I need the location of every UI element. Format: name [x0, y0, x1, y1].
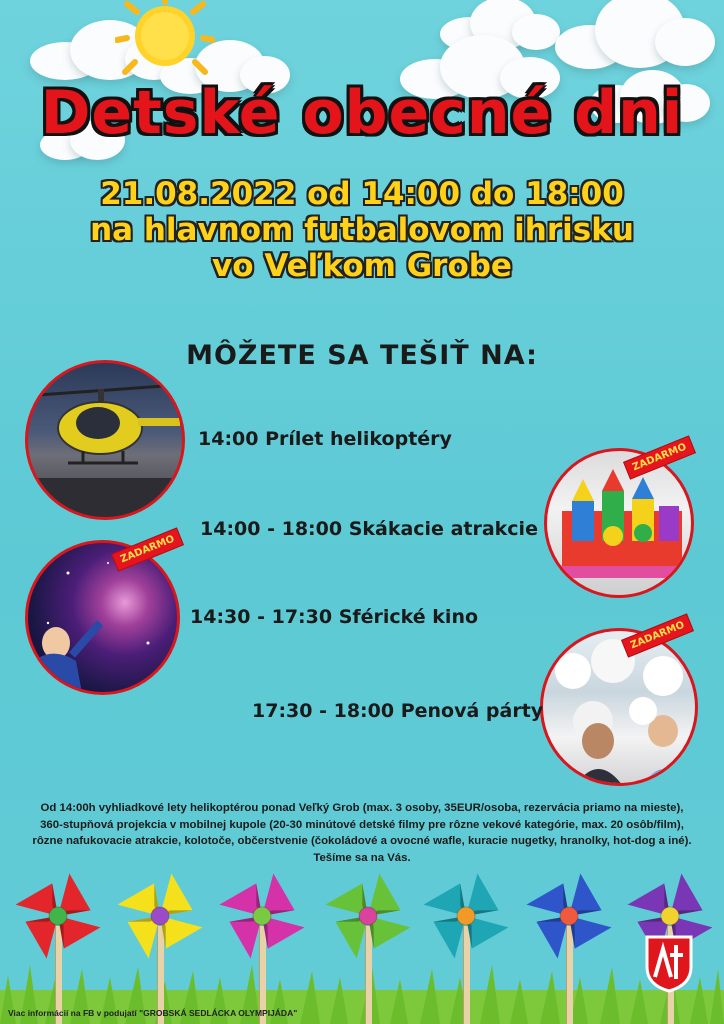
red-pinwheel-icon [10, 868, 106, 964]
info-line: Od 14:00h vyhliadkové lety helikoptérou ponad Veľký Grob (max. 3 osoby, 35EUR/osoba, rezervácia priamo na mieste), [40, 802, 684, 814]
event-venue: na hlavnom futbalovom ihrisku [90, 212, 634, 248]
schedule-item-foam-party: 17:30 - 18:00 Penová párty [252, 700, 544, 722]
foam-party-photo [540, 628, 698, 786]
free-badge: ZADARMO [111, 527, 184, 571]
free-badge: ZADARMO [621, 613, 694, 657]
info-line: 360-stupňová projekcia v mobilnej kupole (20-30 minútové detské filmy pre rôzne vekové kategórie, max. 20 osôb/film), [40, 818, 684, 831]
teal-pinwheel-icon [418, 868, 514, 964]
coat-of-arms-icon [645, 935, 693, 993]
yellow-pinwheel-icon [112, 868, 208, 964]
schedule-item-cinema: 14:30 - 17:30 Sférické kino [190, 606, 479, 628]
event-location: vo Veľkom Grobe [212, 248, 512, 284]
blue-pinwheel-icon [521, 868, 617, 964]
schedule-item-bouncy-castles: 14:00 - 18:00 Skákacie atrakcie [200, 518, 538, 540]
green-pinwheel-icon [320, 868, 416, 964]
magenta-pinwheel-icon [214, 868, 310, 964]
section-heading: MÔŽETE SA TEŠIŤ NA: [186, 340, 538, 371]
footer-note: Viac informácií na FB v podujatí "GROBSKÁ SEDLÁCKA OLYMPIJÁDA" [8, 1008, 298, 1018]
info-line: Tešíme sa na Vás. [313, 851, 411, 864]
event-date: 21.08.2022 od 14:00 do 18:00 [100, 176, 624, 212]
event-info [10, 800, 714, 866]
cloud [555, 0, 715, 80]
helicopter-photo [25, 360, 185, 520]
spherical-cinema-photo [25, 540, 180, 695]
schedule-item-helicopter: 14:00 Prílet helikoptéry [198, 428, 452, 450]
free-badge: ZADARMO [623, 435, 696, 479]
info-line: rôzne nafukovacie atrakcie, kolotoče, občerstvenie (čokoládové a ovocné wafle, kuracie nugetky, hranolky, hot-dog a iné). [32, 835, 692, 847]
sun-icon [115, 0, 215, 80]
bouncy-castle-photo [544, 448, 694, 598]
event-title: Detské obecné dni [40, 78, 684, 148]
